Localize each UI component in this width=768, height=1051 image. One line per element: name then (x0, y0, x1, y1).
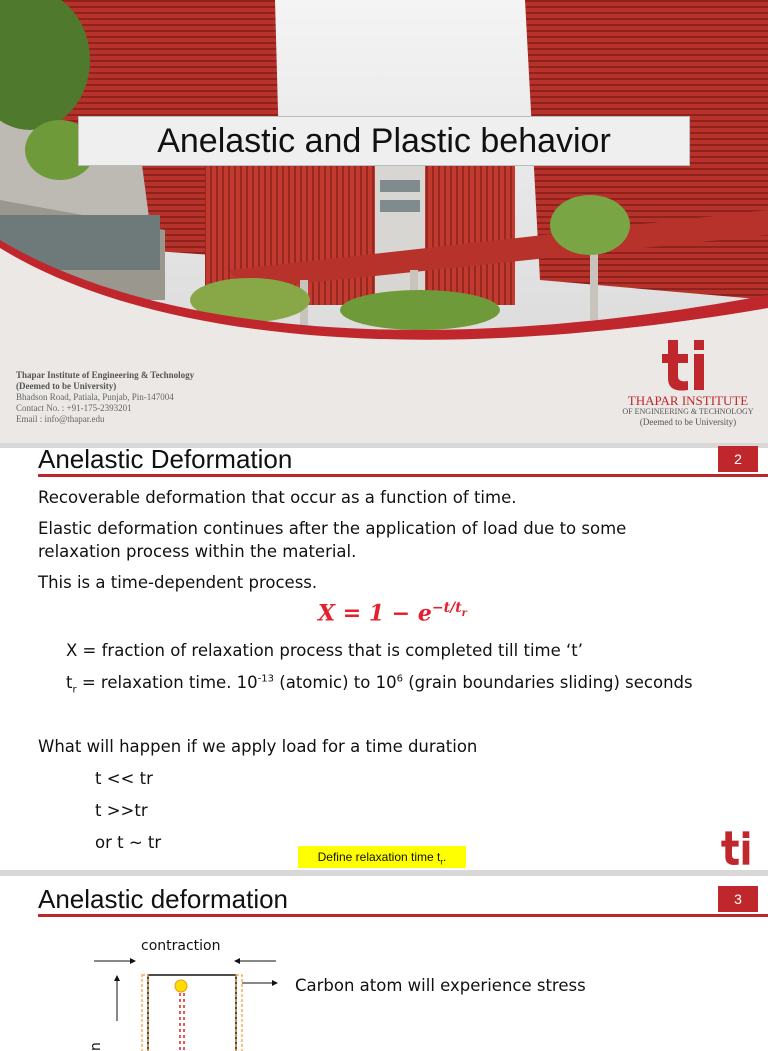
text-line: This is a time-dependent process. (38, 573, 318, 592)
title-slide (0, 0, 768, 443)
slide-number: 3 (718, 886, 758, 912)
text-line: Elastic deformation continues after the application of load due to some (38, 519, 627, 538)
anelastic-deformation-diagram-slide (0, 876, 768, 1051)
question-text: What will happen if we apply load for a time duration (38, 737, 478, 756)
institute-email: Email : info@thapar.edu (16, 414, 105, 424)
ti-logo-icon (660, 338, 708, 392)
title-underline (38, 914, 768, 917)
formula-exponent: −t/t (431, 600, 462, 616)
formula-exponent-sub: r (461, 607, 467, 619)
logo-deemed: (Deemed to be University) (639, 417, 737, 427)
text-line: relaxation process within the material. (38, 542, 357, 561)
case-item: or t ~ tr (95, 833, 162, 852)
anelastic-deformation-slide (0, 444, 768, 870)
logo-subtitle: OF ENGINEERING & TECHNOLOGY (622, 407, 754, 416)
slide-title: Anelastic deformation (38, 884, 289, 914)
definition-tr: $t_r$ = relaxation time. $10^{-13}$ (atomic) to $10^6$ (grain boundaries sliding) seconds (66, 673, 693, 696)
lattice-diagram (80, 951, 380, 1051)
institute-name: Thapar Institute of Engineering & Technology (16, 370, 195, 380)
case-item: t << tr (95, 769, 153, 788)
relaxation-formula (318, 600, 467, 626)
contraction-label: contraction (141, 938, 221, 954)
title-box (78, 116, 690, 166)
institute-contact: Contact No. : +91-175-2393201 (16, 403, 132, 413)
title-underline (38, 474, 768, 477)
highlight-note: Define relaxation time $t_r$. (298, 846, 466, 868)
slide-title: Anelastic Deformation (38, 444, 293, 474)
formula-lhs: X = 1 − e (318, 600, 432, 627)
slide-number: 2 (718, 446, 758, 472)
institute-status: (Deemed to be University) (16, 381, 117, 391)
institute-info (16, 370, 194, 425)
case-item: t >>tr (95, 801, 148, 820)
definition-x: X = fraction of relaxation process that is completed till time ‘t’ (66, 641, 583, 660)
diagram-caption: Carbon atom will experience stress (295, 976, 586, 995)
svg-text:n: n (88, 1042, 104, 1051)
logo-name: THAPAR INSTITUTE (627, 393, 749, 408)
ti-logo-icon (720, 828, 752, 868)
text-line: Recoverable deformation that occur as a function of time. (38, 488, 517, 507)
institute-address: Bhadson Road, Patiala, Punjab, Pin-147004 (16, 392, 174, 402)
slide-title: Anelastic and Plastic behavior (157, 122, 611, 160)
